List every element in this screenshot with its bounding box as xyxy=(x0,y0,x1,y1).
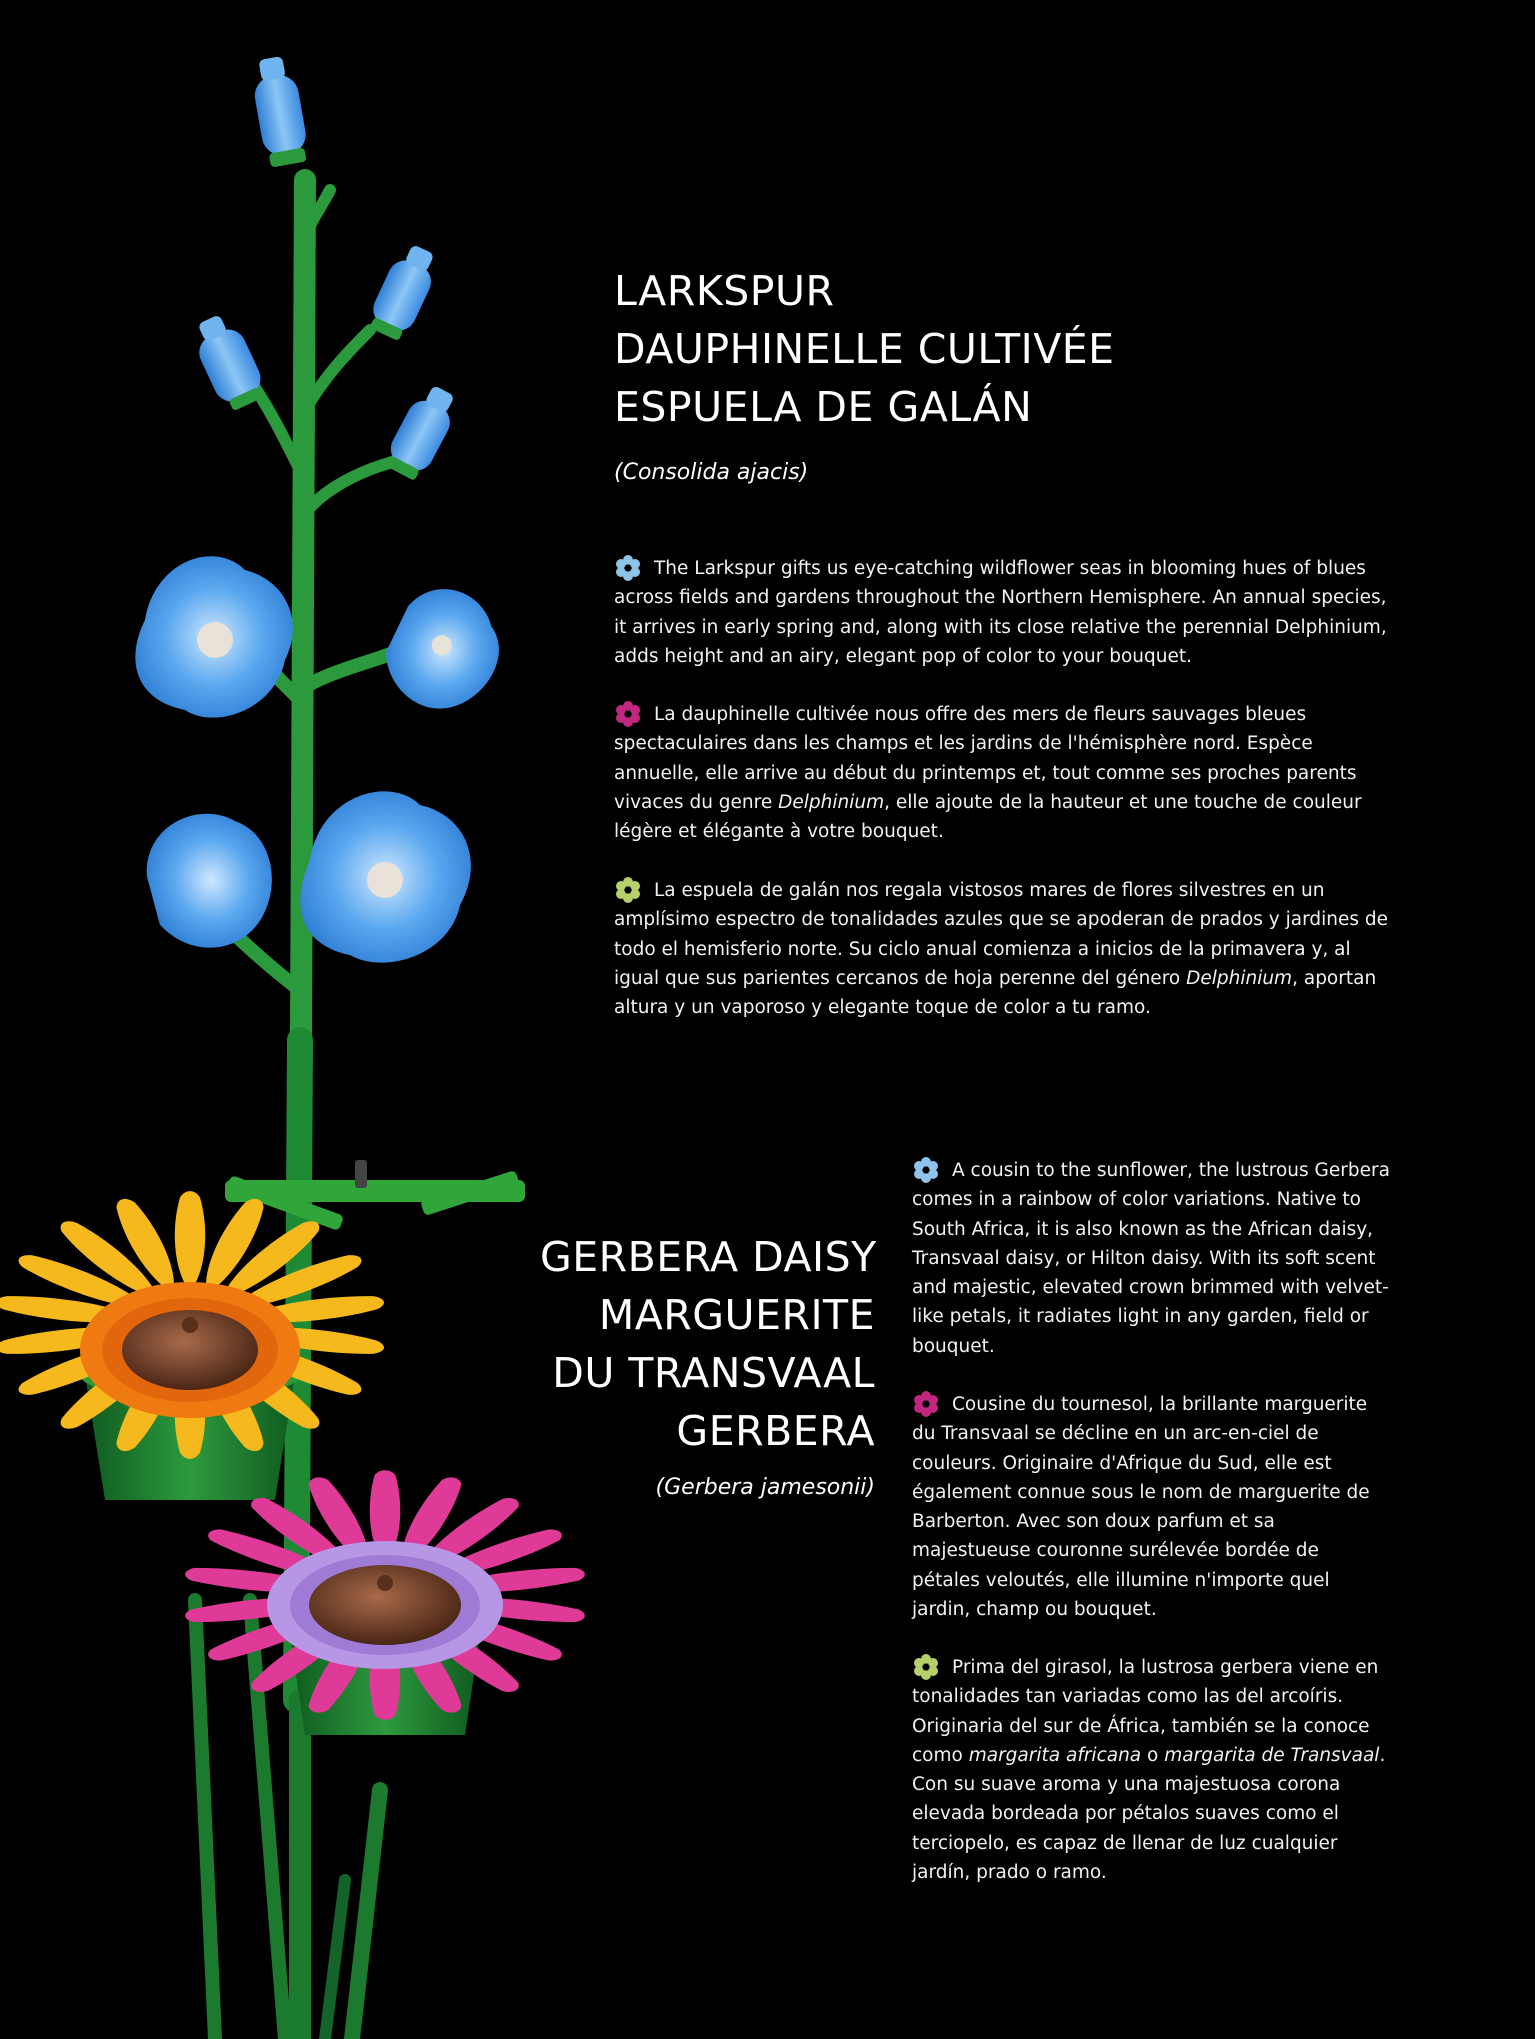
larkspur-fr-text: La dauphinelle cultivée nous offre des mers de fleurs sauvages bleues spectaculaires dans les champs et les jardins de l'hémisphère nord. Espèce annuelle, elle arrive au début du printemps et, tout comme ses proches parents vivaces du genre xyxy=(614,704,1357,813)
gerbera-title-line: GERBERA xyxy=(676,1407,875,1455)
larkspur-en-text: The Larkspur gifts us eye-catching wildflower seas in blooming hues of blues across fields and gardens throughout the Northern Hemisphere. An annual species, it arrives in early spring and, along with its close relative the perennial Delphinium, adds height and an airy, elegant pop of color to your bouquet. xyxy=(614,558,1387,667)
yellow-gerbera xyxy=(0,1191,387,1500)
larkspur-title-line: LARKSPUR xyxy=(614,267,835,315)
larkspur-title-line: DAUPHINELLE CULTIVÉE xyxy=(614,325,1115,373)
green-flower-icon xyxy=(912,1653,942,1677)
green-flower-icon xyxy=(614,876,644,900)
gerbera-es-text: Prima del girasol, la lustrosa gerbera viene en tonalidades tan variadas como las del arcoíris. Originaria del sur de África, también se la conoce como xyxy=(912,1657,1379,1766)
gerbera-english-paragraph xyxy=(912,1156,1392,1361)
gerbera-latin-name: (Gerbera jamesonii) xyxy=(655,1475,875,1500)
blue-flower-icon xyxy=(614,554,644,578)
leaves xyxy=(225,1160,525,1231)
larkspur-es-text-end: , aportan altura y un vaporoso y elegante toque de color a tu ramo. xyxy=(614,967,1377,1019)
gerbera-fr-text: Cousine du tournesol, la brillante marguerite du Transvaal se décline en un arc-en-ciel de couleurs. Originaire d'Afrique du Sud, elle est également connue sous le nom de marguerite de Barberton. Avec son doux parfum et sa majestueuse couronne surélevée bordée de pétales veloutés, elle illumine n'importe quel jardin, champ ou bouquet. xyxy=(912,1394,1370,1621)
gerbera-en-text: A cousin to the sunflower, the lustrous Gerbera comes in a rainbow of color variations. Native to South Africa, it is also known as the African daisy, Transvaal daisy, or Hilton daisy. With its soft scent and majestic, elevated crown brimmed with velvet-like petals, it radiates light in any garden, field or bouquet. xyxy=(912,1160,1390,1357)
gerbera-es-name-1: margarita africana xyxy=(968,1744,1142,1766)
larkspur-es-text: La espuela de galán nos regala vistosos mares de flores silvestres en un amplísimo espectro de tonalidades azules que se apoderan de prados y jardines de todo el hemisferio norte. Su ciclo anual comienza a inicios de la primavera y, al igual que sus parientes cercanos de hoja perenne del género xyxy=(614,880,1389,989)
larkspur-latin-name: (Consolida ajacis) xyxy=(614,460,809,485)
gerbera-es-name-2: margarita de Transvaal xyxy=(1164,1744,1380,1766)
larkspur-title xyxy=(614,262,1115,436)
pink-flower-icon xyxy=(614,700,644,724)
larkspur-es-genus: Delphinium xyxy=(1186,967,1293,989)
larkspur-title-line: ESPUELA DE GALÁN xyxy=(614,383,1033,431)
gerbera-spanish-paragraph xyxy=(912,1653,1392,1887)
gerbera-title-line: DU TRANSVAAL xyxy=(552,1349,875,1397)
gerbera-es-connector: o xyxy=(1141,1744,1165,1766)
larkspur-blooms xyxy=(135,556,516,962)
stems xyxy=(195,180,400,2039)
larkspur-fr-genus: Delphinium xyxy=(778,791,885,813)
pink-flower-icon xyxy=(912,1390,942,1414)
gerbera-title xyxy=(540,1228,875,1460)
gerbera-title-line: MARGUERITE xyxy=(598,1291,875,1339)
pink-gerbera xyxy=(183,1470,588,1735)
larkspur-buds xyxy=(187,54,464,484)
gerbera-french-paragraph xyxy=(912,1390,1392,1624)
larkspur-english-paragraph xyxy=(614,554,1389,671)
larkspur-french-paragraph xyxy=(614,700,1389,846)
blue-flower-icon xyxy=(912,1156,942,1180)
gerbera-es-text-end: . Con su suave aroma y una majestuosa corona elevada bordeada por pétalos suaves como el terciopelo, es capaz de llenar de luz cualquier jardín, prado o ramo. xyxy=(912,1744,1386,1884)
larkspur-fr-text-end: , elle ajoute de la hauteur et une touche de couleur légère et élégante à votre bouquet. xyxy=(614,791,1362,843)
gerbera-title-line: GERBERA DAISY xyxy=(540,1233,877,1281)
larkspur-spanish-paragraph xyxy=(614,876,1389,1022)
